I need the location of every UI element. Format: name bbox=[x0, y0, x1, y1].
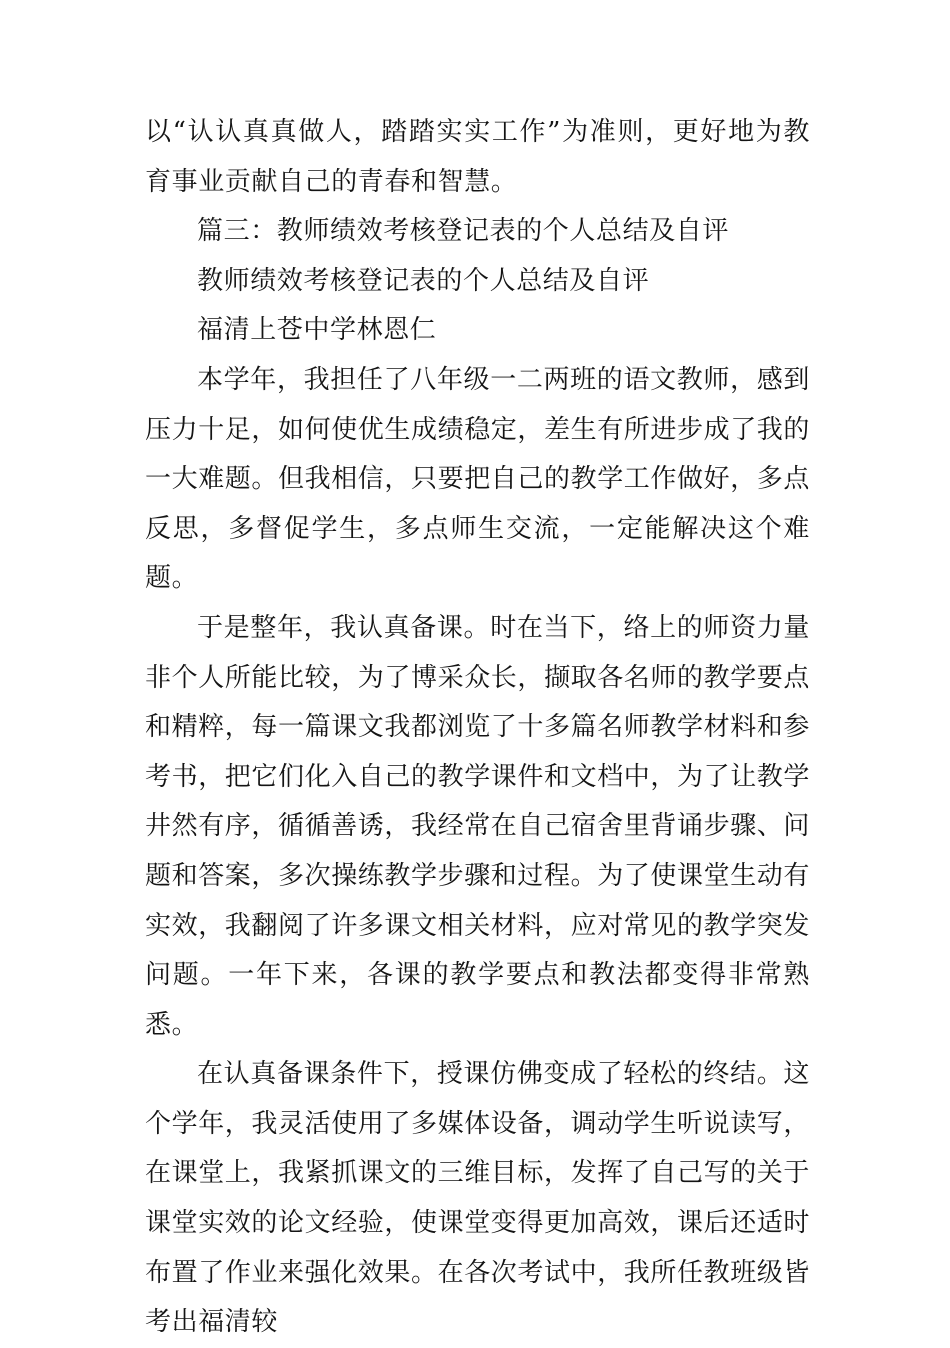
document-title: 教师绩效考核登记表的个人总结及自评 bbox=[197, 265, 650, 296]
body-paragraph: 于是整年，我认真备课。时在当下，络上的师资力量非个人所能比较，为了博采众长，撷取各名师的教学要点和精粹，每一篇课文我都浏览了十多篇名师教学材料和参考书，把它们化入自己的教学课件和文档中，为了让教学井然有序，循循善诱，我经常在自己宿舍里背诵步骤、问题和答案，多次操练教学步骤和过程。为了使课堂生动有实效，我翻阅了许多课文相关材料，应对常见的教学突发问题。一年下来，各课的教学要点和教法都变得非常熟悉。 bbox=[145, 612, 811, 1040]
document-body bbox=[145, 108, 810, 1348]
body-paragraph: 在认真备课条件下，授课仿佛变成了轻松的终结。这个学年，我灵活使用了多媒体设备，调动学生听说读写，在课堂上，我紧抓课文的三维目标，发挥了自己写的关于课堂实效的论文经验，使课堂变得更加高效，课后还适时布置了作业来强化效果。在各次考试中，我所任教班级皆考出福清较 bbox=[145, 1059, 811, 1338]
paragraph-intro-continuation: 以“认认真真做人，踏踏实实工作”为准则，更好地为教育事业贡献自己的青春和智慧。 bbox=[145, 117, 810, 197]
section-heading: 篇三：教师绩效考核登记表的个人总结及自评 bbox=[197, 216, 730, 247]
body-paragraph: 本学年，我担任了八年级一二两班的语文教师，感到压力十足，如何使优生成绩稳定，差生有所进步成了我的一大难题。但我相信，只要把自己的教学工作做好，多点反思，多督促学生，多点师生交流，一定能解决这个难题。 bbox=[145, 364, 811, 594]
author-line: 福清上苍中学林恩仁 bbox=[197, 315, 437, 346]
